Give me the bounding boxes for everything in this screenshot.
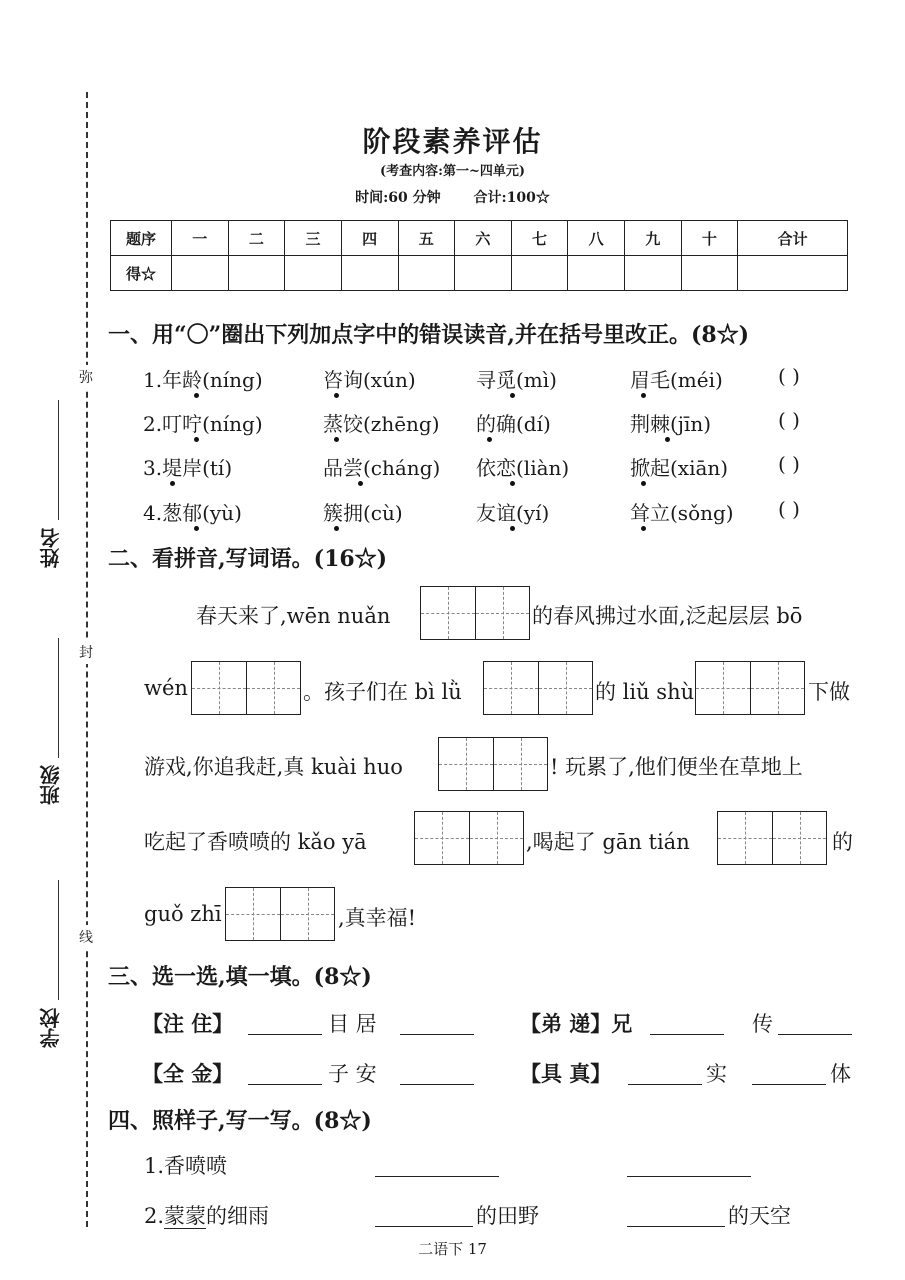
emphasis-dot [334, 393, 339, 398]
emphasis-dot [641, 481, 646, 486]
score-cell: 十 [681, 221, 738, 256]
s4-item-1: 1.香喷喷 [144, 1154, 228, 1178]
score-table-header-row [111, 221, 848, 256]
exam-info [0, 187, 905, 207]
score-cell: 五 [398, 221, 455, 256]
s1-item: 荆棘(jīn) [630, 412, 712, 436]
fill-blank[interactable] [778, 1034, 852, 1035]
fill-blank[interactable] [627, 1176, 751, 1177]
total-score: 合计:100☆ [473, 190, 550, 206]
score-cell: 六 [455, 221, 512, 256]
s1-item: 的确(dí) [476, 412, 551, 436]
s3-group: 【注 住】 [142, 1011, 234, 1036]
s1-item: 4.葱郁(yù) [143, 501, 242, 525]
emphasis-dot [641, 526, 646, 531]
score-cell: 八 [568, 221, 625, 256]
s2-text: 。孩子们在 bì lǜ [303, 680, 462, 704]
tianzige-grid[interactable] [414, 811, 524, 865]
score-entry[interactable] [511, 256, 568, 291]
fill-blank[interactable] [400, 1084, 474, 1085]
fill-blank[interactable] [628, 1084, 702, 1085]
s1-item: 1.年龄(níng) [143, 368, 263, 392]
school-label: 学校 [39, 1008, 63, 1048]
score-row-label: 得☆ [111, 256, 172, 291]
s2-text: 游戏,你追我赶,真 kuài huo [144, 755, 403, 779]
section3-heading: 三、选一选,填一填。(8☆) [108, 964, 372, 990]
s2-text: 的 [832, 830, 853, 854]
score-entry[interactable] [568, 256, 625, 291]
s2-text: 的春风拂过水面,泛起层层 bō [532, 604, 803, 628]
emphasis-dot [487, 437, 492, 442]
score-cell: 题序 [111, 221, 172, 256]
score-entry[interactable] [455, 256, 512, 291]
score-cell: 一 [172, 221, 229, 256]
score-cell: 九 [625, 221, 682, 256]
emphasis-dot [194, 526, 199, 531]
s3-group: 【全 金】 [142, 1061, 234, 1086]
score-entry[interactable] [398, 256, 455, 291]
score-cell: 合计 [738, 221, 848, 256]
s1-item: 簇拥(cù) [323, 501, 403, 525]
emphasis-dot [510, 481, 515, 486]
s2-text: 下做 [808, 680, 850, 704]
score-entry[interactable] [738, 256, 848, 291]
s3-group: 【弟 递】兄 [520, 1011, 633, 1036]
emphasis-dot [170, 481, 175, 486]
s1-item: 眉毛(méi) [630, 368, 723, 392]
tianzige-grid[interactable] [191, 661, 301, 715]
s3-text: 实 [706, 1062, 727, 1086]
emphasis-dot [510, 393, 515, 398]
s2-text: ,喝起了 gān tián [526, 830, 690, 854]
s3-group: 【具 真】 [520, 1061, 612, 1086]
tianzige-grid[interactable] [225, 887, 335, 941]
page-footer: 二语下 17 [418, 1240, 487, 1258]
s2-text: ,真幸福! [338, 906, 417, 930]
fill-blank[interactable] [752, 1084, 826, 1085]
s2-text: 春天来了,wēn nuǎn [196, 604, 391, 628]
section1-heading: 一、用“〇”圈出下列加点字中的错误读音,并在括号里改正。(8☆) [108, 322, 750, 348]
s2-text: 吃起了香喷喷的 kǎo yā [144, 830, 367, 854]
emphasis-dot [194, 437, 199, 442]
school-blank-line[interactable] [58, 880, 59, 1000]
s4-item-2-num: 2. [144, 1204, 165, 1228]
tianzige-grid[interactable] [438, 737, 548, 791]
s2-text: 的 liǔ shù [595, 680, 695, 704]
s1-item: 寻觅(mì) [476, 368, 557, 392]
tianzige-grid[interactable] [420, 586, 530, 640]
fill-blank[interactable] [400, 1034, 474, 1035]
s4-example-word: 蒙蒙 [164, 1204, 207, 1228]
section4-heading: 四、照样子,写一写。(8☆) [108, 1108, 372, 1134]
section2-heading: 二、看拼音,写词语。(16☆) [108, 546, 388, 572]
tianzige-grid[interactable] [695, 661, 805, 715]
seal-mark-xian: 线 [78, 925, 94, 949]
answer-parentheses[interactable]: ( ) [778, 452, 800, 476]
s1-item: 依恋(liàn) [476, 456, 570, 480]
class-label: 班级 [39, 765, 63, 805]
class-blank-line[interactable] [58, 638, 59, 758]
s1-item: 耸立(sǒng) [630, 501, 734, 525]
name-blank-line[interactable] [58, 400, 59, 520]
score-table [110, 220, 848, 291]
score-entry[interactable] [681, 256, 738, 291]
s3-text: 传 [752, 1012, 773, 1036]
fill-blank[interactable] [248, 1084, 322, 1085]
emphasis-dot [510, 526, 515, 531]
emphasis-dot [641, 393, 646, 398]
s1-item: 2.叮咛(níng) [143, 412, 263, 436]
s2-text: wén [144, 676, 188, 700]
fill-blank[interactable] [375, 1226, 473, 1227]
score-table-score-row [111, 256, 848, 291]
score-entry[interactable] [341, 256, 398, 291]
s2-text: guǒ zhī [144, 902, 222, 926]
score-entry[interactable] [228, 256, 285, 291]
score-cell: 二 [228, 221, 285, 256]
s3-text: 体 [830, 1062, 851, 1086]
s1-item: 3.堤岸(tí) [143, 456, 233, 480]
s1-item: 蒸饺(zhēng) [323, 412, 440, 436]
emphasis-dot [334, 437, 339, 442]
s1-item: 品尝(cháng) [323, 456, 441, 480]
fill-blank[interactable] [650, 1034, 724, 1035]
s4-text: 的天空 [728, 1204, 791, 1228]
page-title: 阶段素养评估 [362, 125, 543, 158]
score-cell: 四 [341, 221, 398, 256]
s4-text: 的田野 [476, 1204, 539, 1228]
s1-item: 掀起(xiān) [630, 456, 729, 480]
emphasis-dot [194, 393, 199, 398]
fill-blank[interactable] [375, 1176, 499, 1177]
score-cell: 三 [285, 221, 342, 256]
fill-blank[interactable] [627, 1226, 725, 1227]
answer-parentheses[interactable]: ( ) [778, 497, 800, 521]
s4-item-2-rest: 的细雨 [206, 1204, 270, 1228]
seal-mark-feng: 封 [78, 640, 94, 664]
answer-parentheses[interactable]: ( ) [778, 364, 800, 388]
score-cell: 七 [511, 221, 568, 256]
answer-parentheses[interactable]: ( ) [778, 408, 800, 432]
s2-text: ! 玩累了,他们便坐在草地上 [550, 755, 803, 779]
tianzige-grid[interactable] [483, 661, 593, 715]
tianzige-grid[interactable] [717, 811, 827, 865]
s1-item: 友谊(yí) [476, 501, 550, 525]
score-entry[interactable] [285, 256, 342, 291]
fill-blank[interactable] [248, 1034, 322, 1035]
emphasis-dot [334, 526, 339, 531]
page-subtitle: (考查内容:第一~四单元) [380, 164, 525, 179]
score-entry[interactable] [172, 256, 229, 291]
name-label: 姓名 [39, 528, 63, 568]
s4-item-2 [144, 1200, 269, 1230]
s1-item: 咨询(xún) [323, 368, 416, 392]
seal-mark-mi: 弥 [78, 365, 94, 389]
score-entry[interactable] [625, 256, 682, 291]
emphasis-dot [358, 481, 363, 486]
s3-text: 目 居 [328, 1012, 377, 1036]
s3-text: 子 安 [328, 1062, 377, 1086]
emphasis-dot [665, 437, 670, 442]
time-limit: 时间:60 分钟 [355, 190, 441, 206]
